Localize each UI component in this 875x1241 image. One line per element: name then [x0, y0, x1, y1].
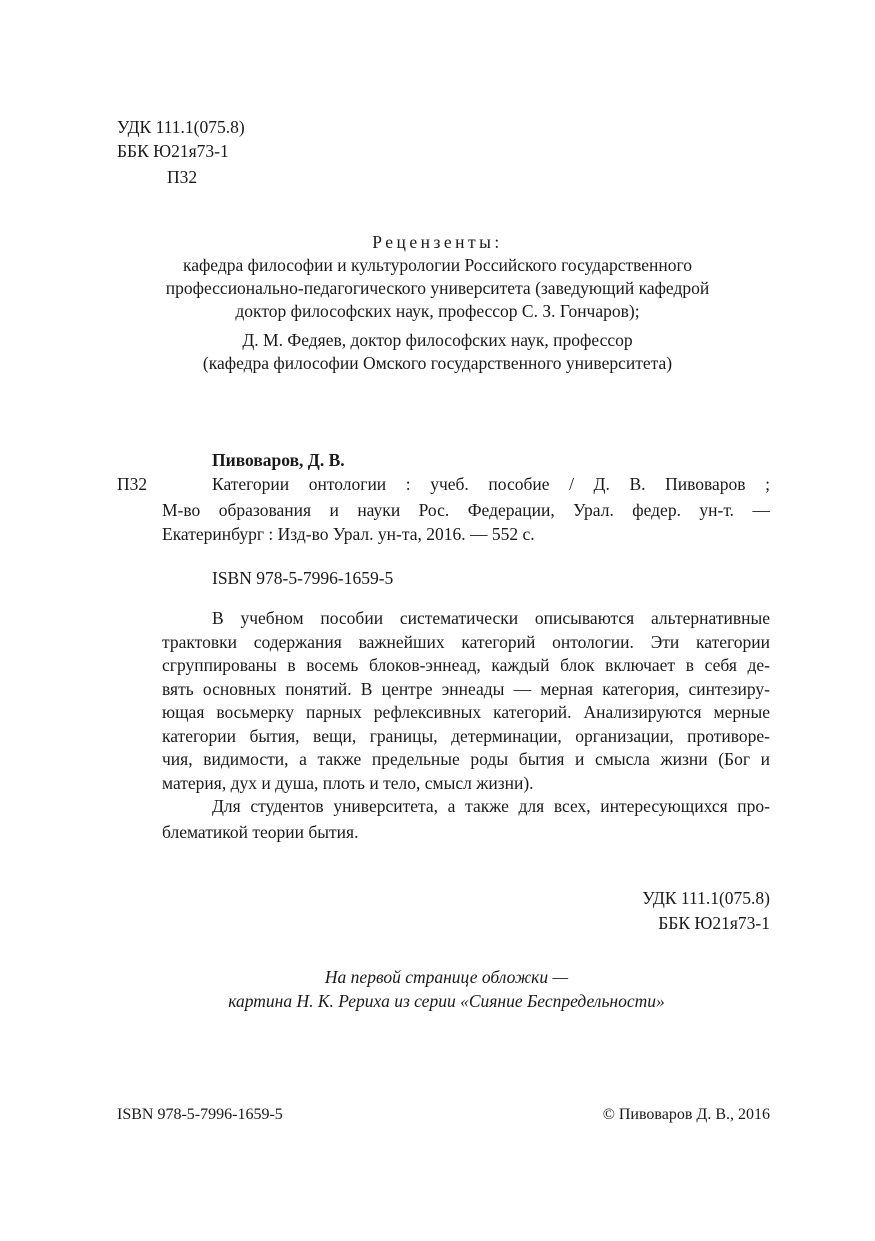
annotation-line: Для студентов университета, а также для всех, интересующихся про- — [212, 796, 770, 816]
bbk-code: ББК Ю21я73-1 — [117, 141, 229, 161]
biblio-line-1: Категории онтологии : учеб. пособие / Д. В. Пивоваров ; — [212, 474, 770, 494]
udk-code-right: УДК 111.1(075.8) — [642, 888, 770, 908]
annotation-line: сгруппированы в восемь блоков-эннеад, каждый блок включает в себя де- — [162, 655, 770, 675]
footer-isbn: ISBN 978-5-7996-1659-5 — [117, 1106, 283, 1123]
biblio-sign: П32 — [117, 474, 148, 494]
annotation-line: блематикой теории бытия. — [162, 821, 359, 842]
biblio-author: Пивоваров, Д. В. — [212, 450, 345, 470]
biblio-line-3: Екатеринбург : Изд-во Урал. ун-та, 2016. — 552 с. — [162, 524, 535, 544]
reviewer-2-line-1: Д. М. Федяев, доктор философских наук, профессор — [242, 330, 633, 350]
reviewer-1-line-1: кафедра философии и культурологии Российского государственного — [182, 255, 693, 275]
annotation-line: ющая восьмерку парных рефлексивных категорий. Анализируются мерные — [162, 702, 770, 722]
reviewers-heading: Рецензенты: — [372, 232, 503, 252]
reviewer-1-line-2: профессионально-педагогического университета (заведующий кафедрой — [165, 278, 710, 298]
biblio-isbn: ISBN 978-5-7996-1659-5 — [212, 568, 394, 588]
cover-note-line-1: На первой странице обложки — — [324, 967, 569, 987]
cover-note-line-2: картина Н. К. Рериха из серии «Сияние Беспредельности» — [228, 991, 665, 1011]
reviewer-2-line-2: (кафедра философии Омского государственного университета) — [202, 353, 673, 373]
annotation-line: трактовки содержания важнейших категорий онтологии. Эти категории — [162, 631, 770, 652]
annotation-line: чия, видимости, а также предельные роды бытия и смысла жизни (Бог и — [162, 749, 770, 769]
reviewer-1-line-3: доктор философских наук, профессор С. З. Гончаров); — [235, 301, 640, 321]
author-sign: П32 — [167, 167, 198, 187]
annotation-line: материя, дух и душа, плоть и тело, смысл жизни). — [162, 772, 534, 793]
annotation-line: категории бытия, вещи, границы, детерминации, организации, противоре- — [162, 725, 770, 746]
annotation-line: вять основных понятий. В центре эннеады — мерная категория, синтезиру- — [162, 678, 770, 699]
biblio-line-2: М-во образования и науки Рос. Федерации, Урал. федер. ун-т. — — [162, 500, 770, 520]
annotation — [162, 608, 770, 845]
footer-copyright: © Пивоваров Д. В., 2016 — [602, 1106, 770, 1123]
udk-code: УДК 111.1(075.8) — [117, 117, 245, 137]
bbk-code-right: ББК Ю21я73-1 — [658, 913, 770, 933]
annotation-line: В учебном пособии систематически описываются альтернативные — [212, 608, 770, 628]
